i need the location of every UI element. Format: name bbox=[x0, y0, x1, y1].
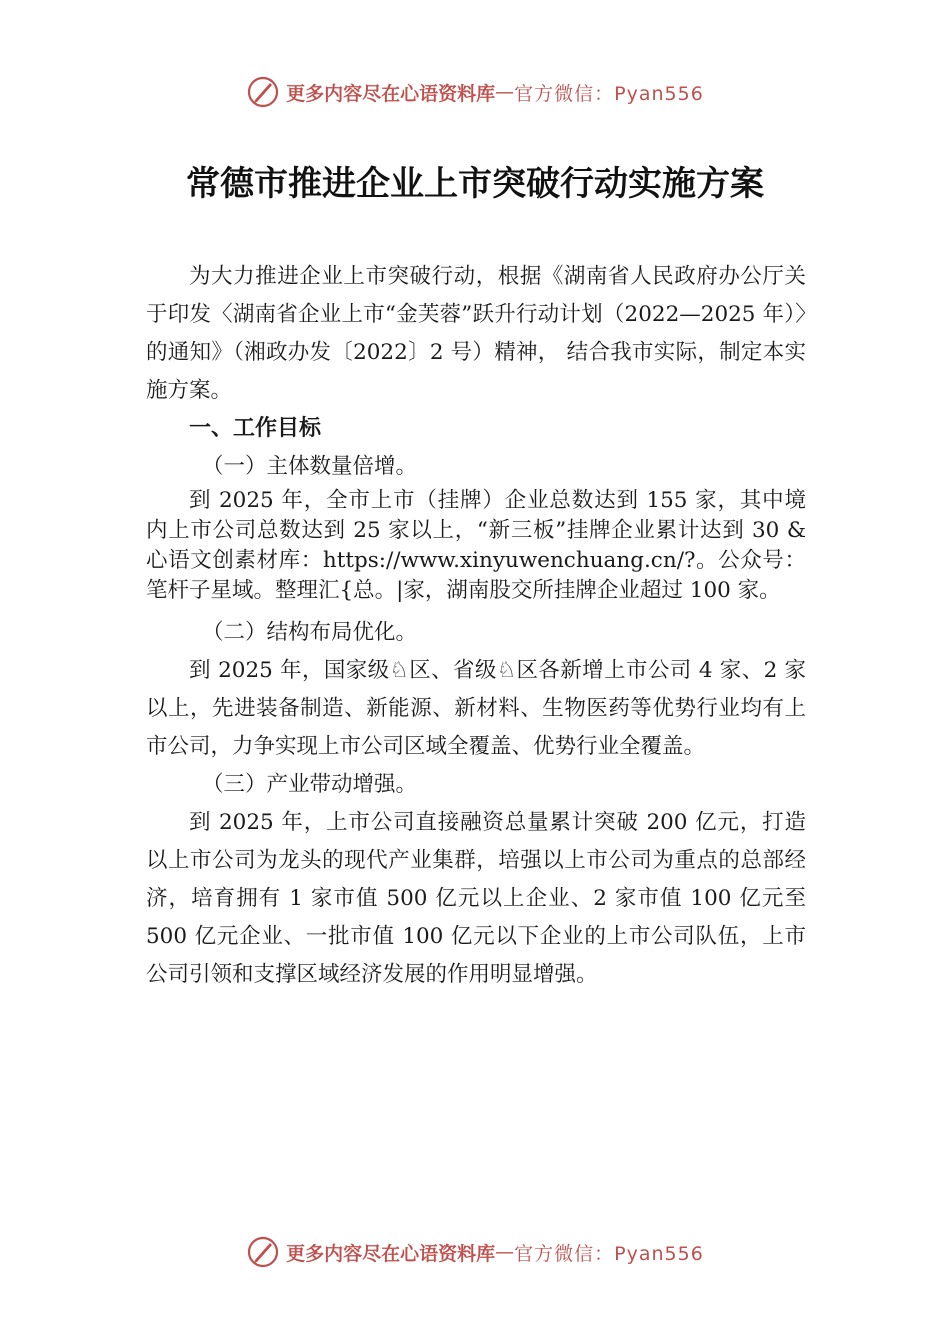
quill-pen-icon bbox=[246, 75, 280, 109]
subsection-paragraph: 到 2025 年，国家级♘区、省级♘区各新增上市公司 4 家、2 家以上，先进装备制造、新能源、新材料、生物医药等优势行业均有上市公司，力争实现上市公司区域全覆盖、优势行业全覆盖。 bbox=[146, 658, 806, 759]
footer-banner bbox=[0, 1232, 950, 1272]
document-body bbox=[146, 258, 806, 994]
subsection-paragraph: 到 2025 年，上市公司直接融资总量累计突破 200 亿元，打造以上市公司为龙头的现代产业集群，培强以上市公司为重点的总部经济，培育拥有 1 家市值 500 亿元以上企业、2 家市值 100 亿元至 500 亿元企业、一批市值 100 亿元以下企业的上市公司队伍，上市公司引领和支撑区域经济发展的作用明显增强。 bbox=[146, 810, 806, 987]
subsection-heading: （三）产业带动增强。 bbox=[202, 772, 418, 797]
banner-separator: — bbox=[495, 81, 515, 103]
intro-paragraph: 为大力推进企业上市突破行动，根据《湖南省人民政府办公厅关于印发〈湖南省企业上市“金芙蓉”跃升行动计划（2022—2025 年）〉的通知》（湘政办发〔2022〕2 号）精神， 结合我市实际，制定本实施方案。 bbox=[146, 264, 806, 403]
subsection-heading: （二）结构布局优化。 bbox=[202, 620, 418, 645]
banner-brand: 更多内容尽在心语资料库 bbox=[286, 1242, 496, 1265]
page-title: 常德市推进企业上市突破行动实施方案 bbox=[186, 164, 764, 204]
banner-separator: — bbox=[495, 1241, 515, 1263]
banner-wechat: 官方微信：Pyan556 bbox=[514, 82, 704, 105]
banner-wechat: 官方微信：Pyan556 bbox=[514, 1242, 704, 1265]
subsection-heading: （一）主体数量倍增。 bbox=[202, 454, 418, 479]
section-heading: 一、工作目标 bbox=[189, 416, 322, 441]
banner-brand: 更多内容尽在心语资料库 bbox=[286, 82, 496, 105]
quill-pen-icon bbox=[246, 1235, 280, 1269]
subsection-paragraph: 到 2025 年，全市上市（挂牌）企业总数达到 155 家，其中境内上市公司总数达到 25 家以上，“新三板”挂牌企业累计达到 30 &心语文创素材库：https://www.xinyuwenchuang.cn/?。公众号：笔杆子星域。整理汇{总。|家，湖南股交所挂牌企业超过 100 家。 bbox=[146, 488, 806, 603]
header-banner bbox=[0, 72, 950, 112]
